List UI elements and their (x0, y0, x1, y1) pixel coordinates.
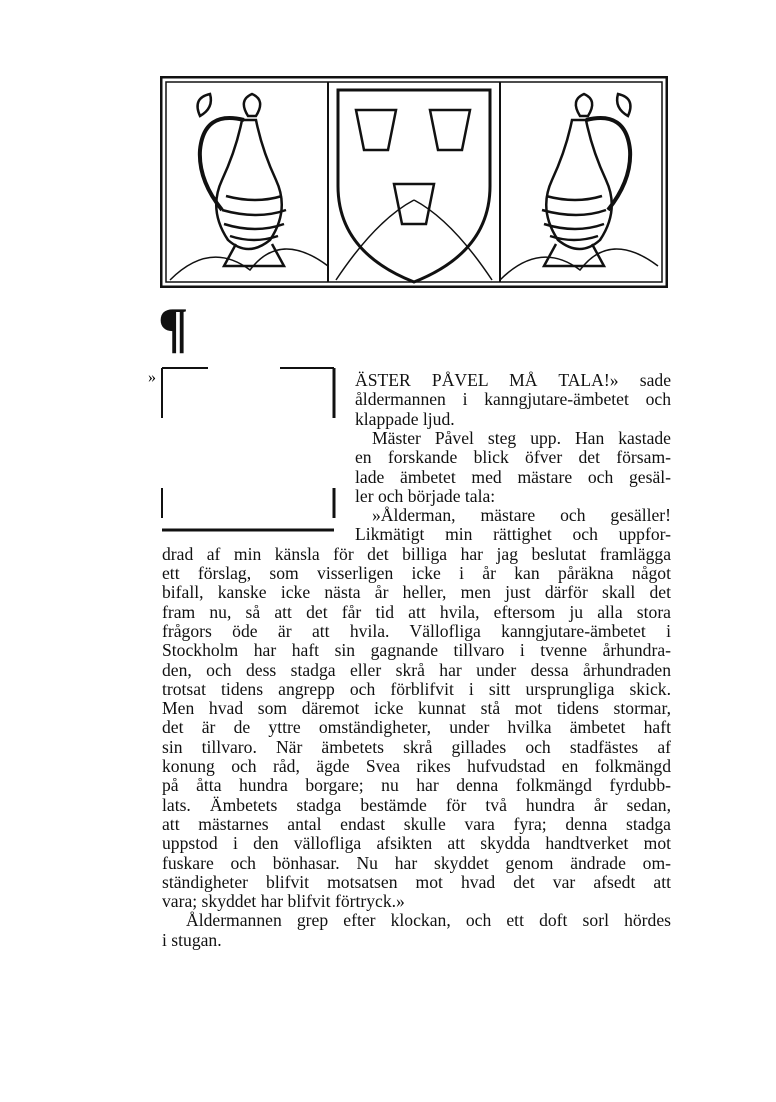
text-line: ÄSTER PÅVEL MÅ TALA!» sade (355, 370, 671, 390)
text-line: ler och började tala: (355, 485, 496, 506)
text-line: uppstod i den vällofliga afsikten att skydda handtverket mot (162, 833, 671, 854)
text-line: på åtta hundra borgare; nu har denna folkmängd fyrdubb- (162, 775, 671, 796)
pitcher-right-icon (542, 94, 630, 266)
text-line: bifall, kanske icke nästa år heller, men just därför skall det (162, 582, 671, 603)
text-line: sin tillvaro. När ämbetets skrå gillades och stadfästes af (162, 736, 671, 757)
text-line: Åldermannen grep efter klockan, och ett doft sorl hördes (186, 910, 671, 931)
text-line: att mästarnes antal endast skulle vara fyra; denna stadga (162, 813, 671, 834)
text-line: drad af min känsla för det billiga har jag beslutat framlägga (162, 543, 671, 564)
pitcher-left-icon (198, 94, 286, 266)
pilcrow-mark: ¶ (158, 297, 189, 359)
text-line: vara; skyddet har blifvit förtryck.» (162, 891, 405, 912)
text-line: Likmätigt min rättighet och uppfor- (355, 524, 671, 545)
opening-quote: » (148, 369, 156, 386)
text-line: Stockholm har haft sin gagnande tillvaro i tvenne århundra- (162, 640, 671, 661)
text-line: Mäster Påvel steg upp. Han kastade (372, 427, 671, 448)
woodcut-banner (160, 76, 668, 288)
text-line: klappade ljud. (355, 408, 455, 429)
text-line: trotsat tidens angrepp och förblifvit i sitt ursprungliga skick. (162, 678, 671, 699)
text-line: »Ålderman, mästare och gesäller! (372, 505, 671, 526)
text-line: åldermannen i kanngjutare-ämbetet och (355, 389, 671, 410)
text-line: den, och dess stadga eller skrå har under dessa århundraden (162, 659, 671, 680)
text-line: ett förslag, som visserligen icke i år kan påräkna något (162, 563, 671, 583)
three-cups-shield-icon (338, 90, 490, 282)
text-line: en forskande blick öfver det försam- (355, 447, 671, 468)
text-line: det är de yttre omständigheter, under hvilka ämbetet haft (162, 717, 671, 738)
drop-cap-frame (148, 360, 348, 538)
text-line: frågors öde är att hvila. Vällofliga kanngjutare-ämbetet i (162, 620, 671, 641)
text-line: i stugan. (162, 929, 222, 950)
text-line: fram nu, så att det får tid att hvila, eftersom ju alla stora (162, 601, 671, 622)
text-line: ständigheter blifvit motsatsen mot hvad det var afsedt att (162, 871, 671, 892)
text-line: fuskare och bönhasar. Nu har skyddet genom ändrade om- (162, 852, 671, 873)
text-line: lats. Ämbetets stadga bestämde för två hundra år sedan, (162, 794, 671, 815)
text-line: Men hvad som däremot icke kunnat stå mot tidens stormar, (162, 698, 671, 719)
text-line: konung och råd, ägde Svea rikes hufvudstad en folkmängd (162, 756, 671, 776)
text-line: lade ämbetet med mästare och gesäl- (355, 466, 671, 487)
